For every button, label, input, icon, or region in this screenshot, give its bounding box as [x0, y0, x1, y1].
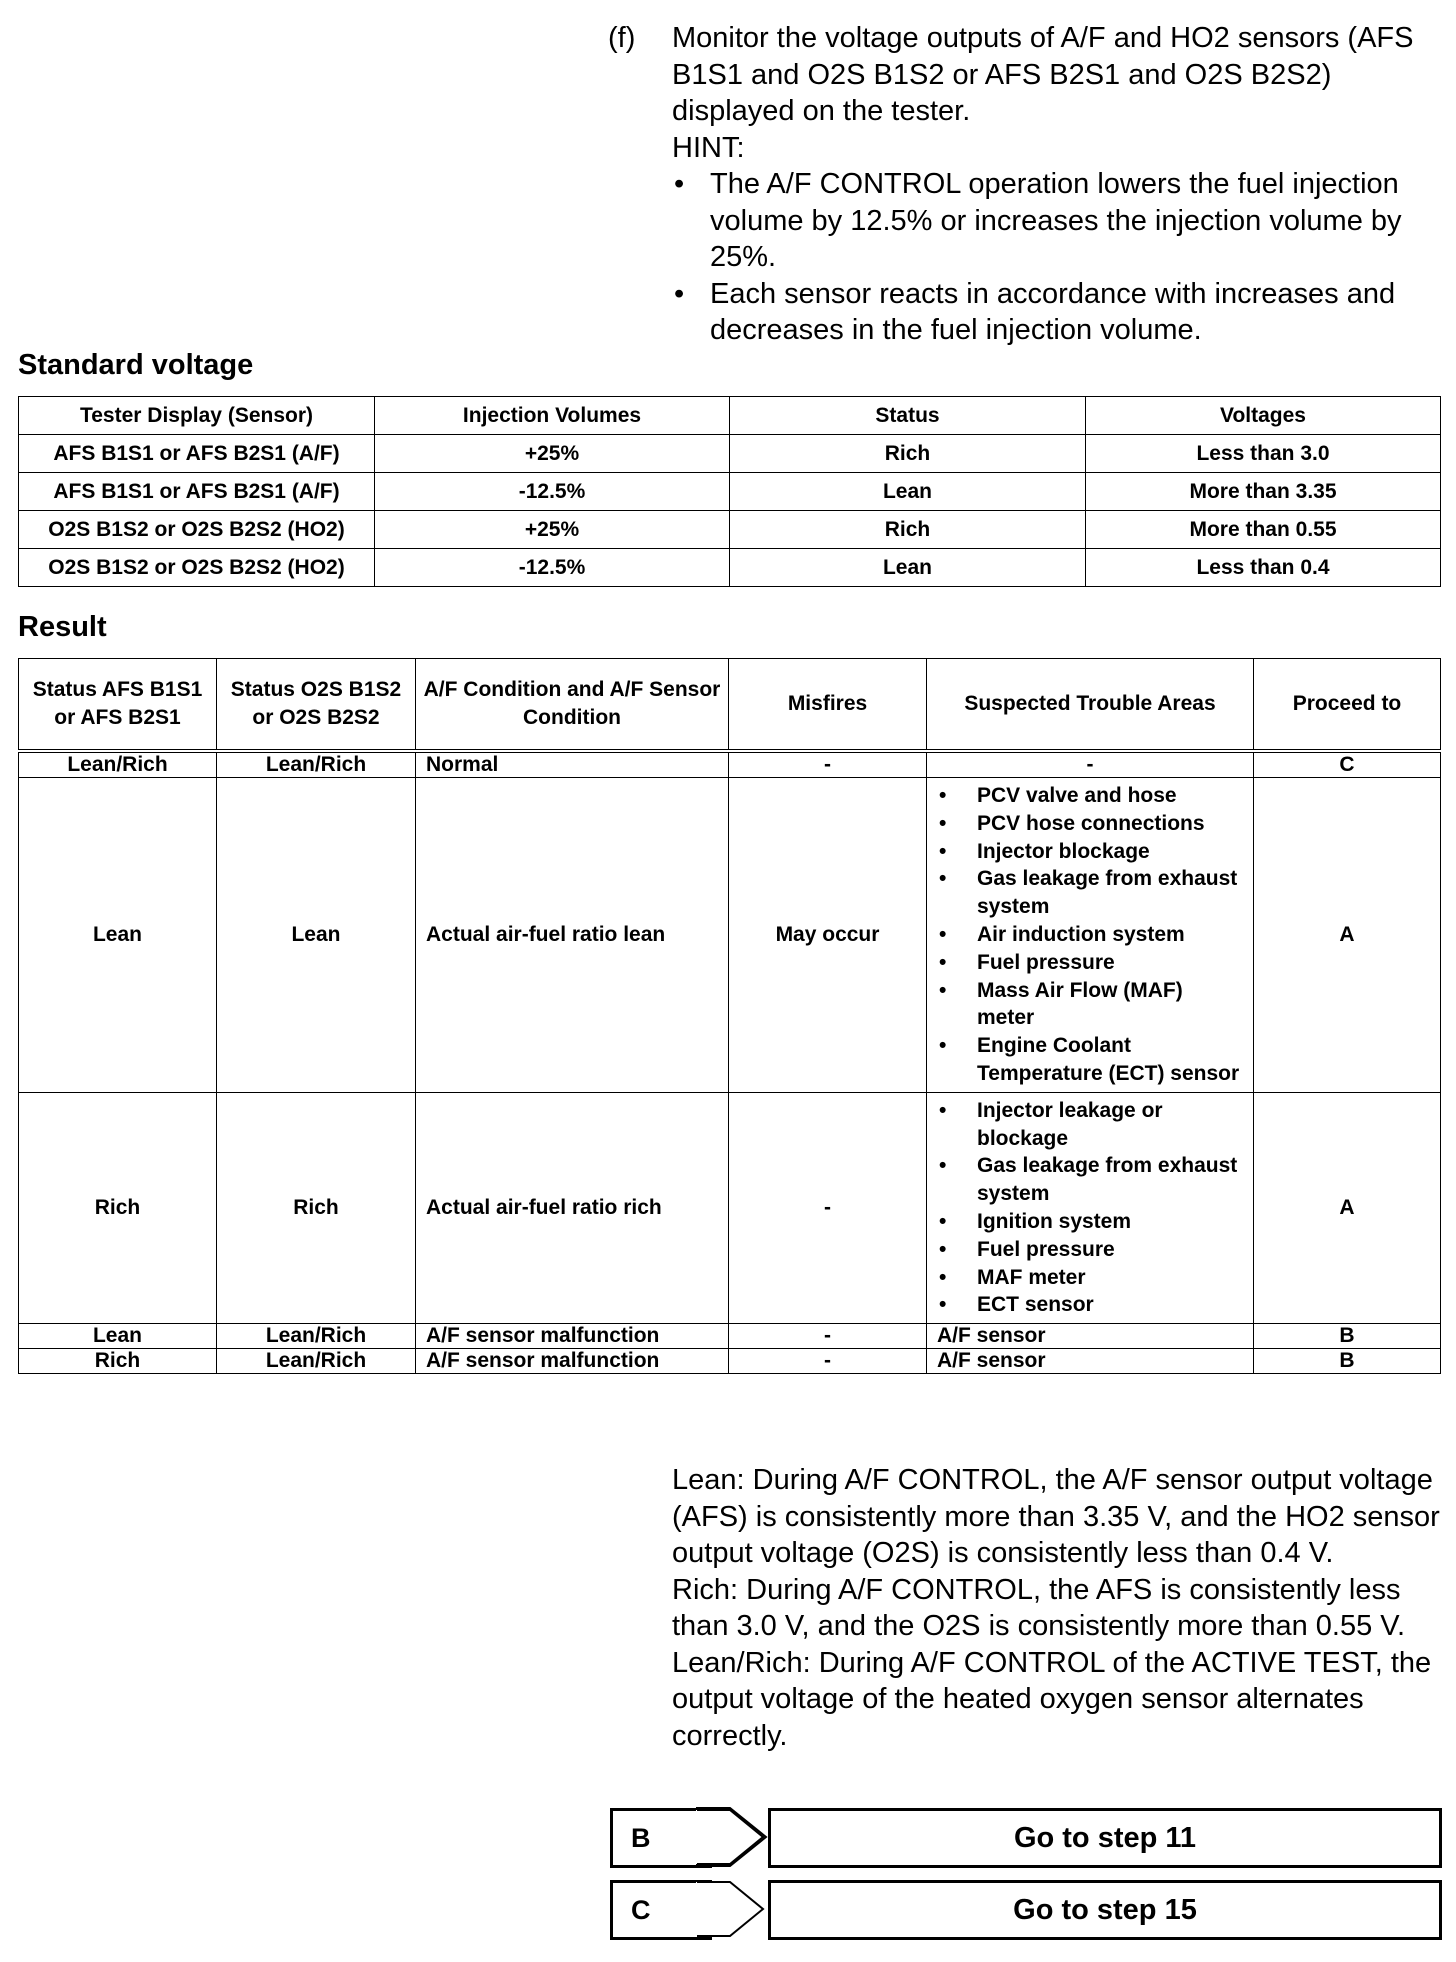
bullet-icon: • — [939, 839, 947, 863]
tester-display-cell: O2S B1S2 or O2S B2S2 (HO2) — [19, 549, 375, 587]
list-item — [937, 810, 1245, 838]
note-lean-rich: Lean/Rich: During A/F CONTROL of the ACTIVE TEST, the output voltage of the heated oxygen sensor alternates correctly. — [672, 1646, 1432, 1752]
bullet-icon: • — [939, 1293, 947, 1317]
trouble-area-text: Fuel pressure — [977, 1237, 1115, 1261]
misfires-cell: - — [729, 1092, 927, 1323]
tester-display-cell: AFS B1S1 or AFS B2S1 (A/F) — [19, 435, 375, 473]
trouble-areas-cell — [927, 1092, 1254, 1323]
status-o2s-cell: Lean — [217, 778, 416, 1093]
bullet-icon: • — [939, 978, 947, 1002]
status-afs-cell: Rich — [19, 1092, 217, 1323]
condition-cell: Actual air-fuel ratio rich — [416, 1092, 729, 1323]
trouble-areas-cell — [927, 778, 1254, 1093]
table-row — [19, 1349, 1441, 1374]
misfires-cell: - — [729, 1349, 927, 1374]
trouble-area-text: Engine Coolant Temperature (ECT) sensor — [977, 1034, 1240, 1085]
proceed-to-cell: B — [1254, 1349, 1441, 1374]
step-letter: (f) — [608, 22, 636, 54]
standard-voltage-table — [18, 396, 1441, 587]
trouble-area-text: Gas leakage from exhaust system — [977, 1154, 1238, 1206]
list-item — [937, 977, 1245, 1033]
trouble-area-list — [937, 1097, 1245, 1319]
trouble-area-text: ECT sensor — [977, 1293, 1094, 1317]
result-notes — [672, 1462, 1452, 1754]
table-row — [19, 549, 1441, 587]
hint-item: • The A/F CONTROL operation lowers the fuel injection volume by 12.5% or increases the injection volume by 25%. — [674, 168, 1402, 273]
arrow-right-icon — [696, 1806, 768, 1868]
status-afs-cell: Rich — [19, 1349, 217, 1374]
list-item — [937, 921, 1245, 949]
voltage-cell: More than 3.35 — [1086, 473, 1441, 511]
note-rich: Rich: During A/F CONTROL, the AFS is consistently less than 3.0 V, and the O2S is consistently more than 0.55 V. — [672, 1573, 1406, 1642]
list-item — [937, 1097, 1245, 1153]
status-cell: Rich — [730, 511, 1086, 549]
injection-volume-cell: +25% — [375, 435, 730, 473]
trouble-area-text: Injector blockage — [977, 839, 1150, 863]
voltage-cell: Less than 3.0 — [1086, 435, 1441, 473]
bullet-icon: • — [939, 784, 947, 807]
bullet-icon: • — [939, 1265, 947, 1289]
list-item — [937, 949, 1245, 977]
hint-item: • Each sensor reacts in accordance with increases and decreases in the fuel injection volume. — [674, 277, 1396, 346]
trouble-area-text: PCV valve and hose — [977, 784, 1177, 807]
trouble-area-list — [937, 782, 1245, 1088]
tester-display-cell: AFS B1S1 or AFS B2S1 (A/F) — [19, 473, 375, 511]
step-text: Monitor the voltage outputs of A/F and HO2 sensors (AFS B1S1 and O2S B1S2 or AFS B2S1 and O2S B2S2) displayed on the tester. — [672, 22, 1414, 127]
go-to-step-15-button[interactable]: Go to step 15 — [768, 1880, 1442, 1940]
column-header: Suspected Trouble Areas — [927, 659, 1254, 752]
column-header: Status AFS B1S1 or AFS B2S1 — [19, 659, 217, 752]
bullet-icon: • — [939, 950, 947, 974]
arrow-right-icon — [696, 1878, 768, 1940]
result-code-box: B — [610, 1808, 712, 1868]
trouble-area-text: Gas leakage from exhaust system — [977, 867, 1238, 919]
list-item — [937, 1032, 1245, 1088]
table-header-row — [19, 659, 1441, 752]
status-cell: Rich — [730, 435, 1086, 473]
list-item — [937, 782, 1245, 810]
bullet-icon: • — [939, 1098, 947, 1122]
table-row — [19, 435, 1441, 473]
column-header: Status O2S B1S2 or O2S B2S2 — [217, 659, 416, 752]
result-heading: Result — [18, 611, 107, 643]
condition-cell: A/F sensor malfunction — [416, 1349, 729, 1374]
list-item — [937, 838, 1245, 866]
injection-volume-cell: -12.5% — [375, 549, 730, 587]
bullet-icon: • — [939, 1034, 947, 1058]
table-row — [19, 778, 1441, 1093]
go-to-step-11-button[interactable]: Go to step 11 — [768, 1808, 1442, 1868]
table-row — [19, 1324, 1441, 1349]
step-body — [672, 20, 1452, 349]
proceed-to-cell: A — [1254, 778, 1441, 1093]
list-item — [937, 1236, 1245, 1264]
note-lean: Lean: During A/F CONTROL, the A/F sensor output voltage (AFS) is consistently more than 3.35 V, and the HO2 sensor output voltage (O2S) is consistently less than 0.4 V. — [672, 1464, 1440, 1569]
nav-row-b — [610, 1808, 1442, 1870]
status-o2s-cell: Lean/Rich — [217, 1349, 416, 1374]
bullet-icon: • — [939, 1154, 947, 1178]
status-o2s-cell: Lean/Rich — [217, 751, 416, 778]
status-o2s-cell: Rich — [217, 1092, 416, 1323]
misfires-cell: - — [729, 751, 927, 778]
misfires-cell: - — [729, 1324, 927, 1349]
voltage-cell: More than 0.55 — [1086, 511, 1441, 549]
result-rows — [19, 751, 1441, 1374]
column-header: Misfires — [729, 659, 927, 752]
proceed-to-cell: C — [1254, 751, 1441, 778]
table-row — [19, 1092, 1441, 1323]
list-item — [937, 865, 1245, 921]
tester-display-cell: O2S B1S2 or O2S B2S2 (HO2) — [19, 511, 375, 549]
table-row — [19, 473, 1441, 511]
misfires-cell: May occur — [729, 778, 927, 1093]
result-table — [18, 658, 1441, 1374]
trouble-areas-cell: A/F sensor — [927, 1349, 1254, 1374]
result-code-box: C — [610, 1880, 712, 1940]
column-header: Tester Display (Sensor) — [19, 397, 375, 435]
list-item — [937, 1152, 1245, 1208]
bullet-icon: • — [674, 168, 685, 200]
bullet-icon: • — [939, 867, 947, 891]
trouble-areas-cell: A/F sensor — [927, 1324, 1254, 1349]
trouble-area-text: Air induction system — [977, 922, 1185, 946]
bullet-icon: • — [939, 811, 947, 835]
condition-cell: A/F sensor malfunction — [416, 1324, 729, 1349]
trouble-area-text: Ignition system — [977, 1209, 1132, 1233]
bullet-icon: • — [939, 1237, 947, 1261]
column-header: A/F Condition and A/F Sensor Condition — [416, 659, 729, 752]
trouble-area-text: MAF meter — [977, 1265, 1086, 1289]
hint-label: HINT: — [672, 131, 745, 164]
trouble-area-text: PCV hose connections — [977, 811, 1205, 835]
list-item — [937, 1264, 1245, 1292]
column-header: Status — [730, 397, 1086, 435]
standard-voltage-heading: Standard voltage — [18, 349, 254, 381]
status-cell: Lean — [730, 473, 1086, 511]
proceed-to-cell: B — [1254, 1324, 1441, 1349]
status-afs-cell: Lean/Rich — [19, 751, 217, 778]
proceed-to-cell: A — [1254, 1092, 1441, 1323]
voltage-cell: Less than 0.4 — [1086, 549, 1441, 587]
status-o2s-cell: Lean/Rich — [217, 1324, 416, 1349]
injection-volume-cell: +25% — [375, 511, 730, 549]
table-row — [19, 511, 1441, 549]
standard-voltage-rows — [19, 435, 1441, 587]
hint-list — [672, 166, 1452, 349]
list-item — [937, 1291, 1245, 1319]
trouble-area-text: Mass Air Flow (MAF) meter — [977, 978, 1183, 1030]
injection-volume-cell: -12.5% — [375, 473, 730, 511]
column-header: Injection Volumes — [375, 397, 730, 435]
nav-row-c — [610, 1880, 1442, 1942]
list-item — [937, 1208, 1245, 1236]
bullet-icon: • — [939, 1209, 947, 1233]
trouble-area-text: Injector leakage or blockage — [977, 1098, 1163, 1150]
trouble-area-text: Fuel pressure — [977, 950, 1115, 974]
status-cell: Lean — [730, 549, 1086, 587]
table-row — [19, 751, 1441, 778]
condition-cell: Actual air-fuel ratio lean — [416, 778, 729, 1093]
condition-cell: Normal — [416, 751, 729, 778]
status-afs-cell: Lean — [19, 1324, 217, 1349]
trouble-areas-cell: - — [927, 751, 1254, 778]
column-header: Proceed to — [1254, 659, 1441, 752]
bullet-icon: • — [939, 922, 947, 946]
column-header: Voltages — [1086, 397, 1441, 435]
bullet-icon: • — [674, 277, 685, 310]
table-header-row — [19, 397, 1441, 435]
status-afs-cell: Lean — [19, 778, 217, 1093]
